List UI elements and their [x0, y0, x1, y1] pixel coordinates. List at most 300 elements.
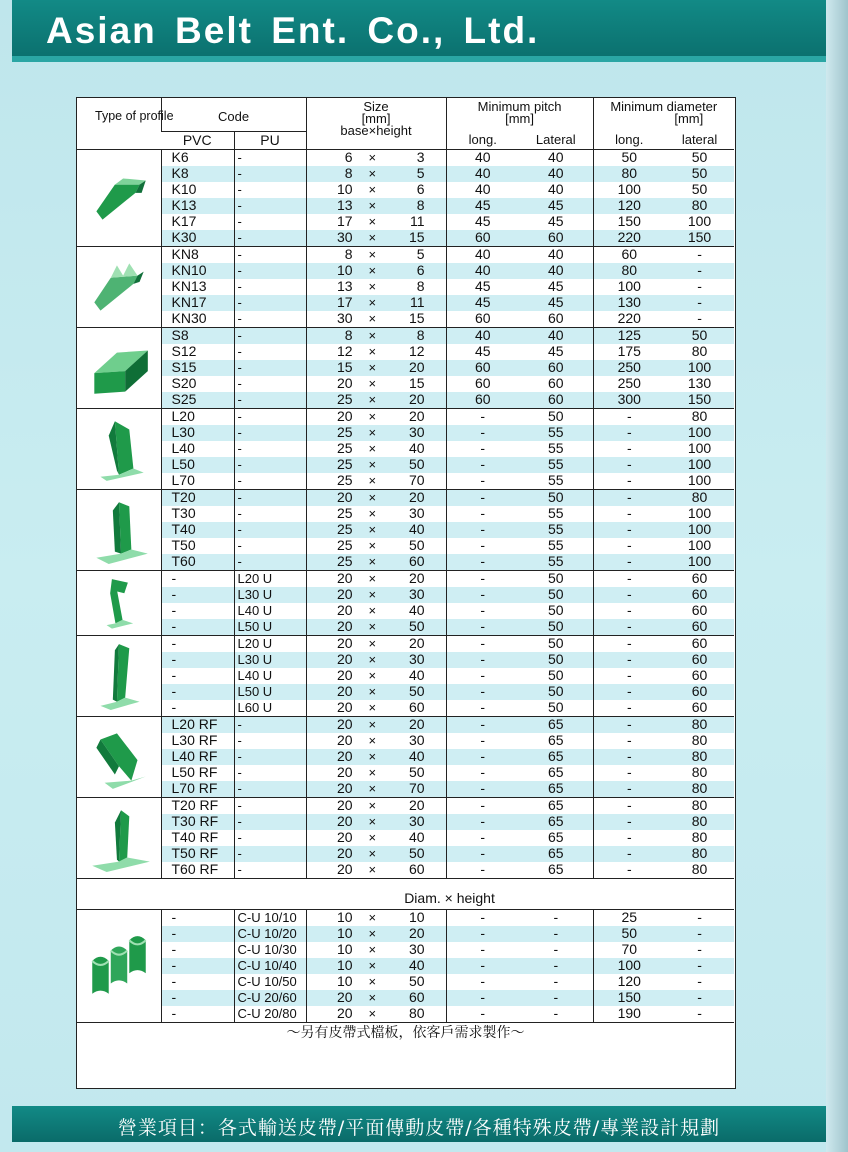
pitch-long: - — [446, 668, 519, 684]
pitch-long: - — [446, 441, 519, 457]
size-height: 20 — [408, 634, 425, 651]
times-sign: × — [368, 845, 377, 861]
diameter-long: - — [593, 797, 665, 814]
size-base: 20 — [336, 488, 353, 505]
pitch-long: - — [446, 814, 519, 830]
size-cell — [306, 344, 446, 360]
size-base: 20 — [336, 715, 353, 732]
size-cell — [306, 230, 446, 247]
pitch-lateral: 55 — [547, 472, 564, 488]
pitch-long: - — [446, 974, 519, 990]
pvc-code: K17 — [171, 213, 197, 229]
diameter-long: - — [593, 473, 665, 490]
size-base: 25 — [336, 390, 353, 407]
size-cell — [306, 263, 446, 279]
pitch-long: - — [446, 846, 519, 862]
diameter-lateral: 60 — [691, 699, 708, 715]
diameter-long: - — [593, 846, 665, 862]
pvc-code: - — [161, 570, 234, 587]
times-sign: × — [368, 635, 377, 651]
size-height: 50 — [408, 844, 425, 861]
pitch-lateral: - — [519, 926, 593, 942]
times-sign: × — [368, 861, 377, 877]
diameter-long: - — [593, 425, 665, 441]
pvc-code: - — [171, 941, 177, 957]
min-diameter-header: Minimum diameter [mm] — [593, 98, 734, 131]
pvc-code: - — [171, 699, 177, 715]
diameter-lateral: 100 — [665, 554, 734, 571]
size-height: 60 — [408, 552, 425, 569]
size-height: 30 — [408, 504, 425, 521]
pitch-long: - — [446, 587, 519, 603]
pitch-lateral: 50 — [519, 684, 593, 700]
table-row — [77, 522, 734, 538]
size-base: 17 — [336, 212, 353, 229]
pu-code: - — [234, 166, 306, 182]
times-sign: × — [368, 456, 377, 472]
times-sign: × — [368, 246, 377, 262]
diameter-long: - — [593, 635, 665, 652]
size-height: 15 — [408, 374, 425, 391]
pu-code: - — [234, 263, 306, 279]
pitch-lateral: 45 — [547, 343, 564, 359]
pitch-lateral: 65 — [547, 764, 564, 780]
pu-code: - — [234, 862, 306, 879]
table-row — [77, 441, 734, 457]
spec-table-body — [77, 149, 734, 1045]
table-row — [77, 814, 734, 830]
diameter-lateral: 80 — [665, 408, 734, 425]
pvc-code: - — [161, 909, 234, 926]
pu-code: C-U 10/50 — [234, 974, 306, 990]
table-row — [77, 457, 734, 473]
table-row — [77, 554, 734, 571]
diameter-long: 150 — [593, 214, 665, 230]
pitch-lateral: 60 — [519, 392, 593, 409]
size-height: 80 — [408, 1004, 425, 1021]
times-sign: × — [368, 327, 377, 343]
pitch-long: - — [446, 942, 519, 958]
pitch-lateral: 55 — [547, 440, 564, 456]
pvc-code: L70 RF — [161, 781, 234, 798]
pitch-lateral: 40 — [547, 181, 564, 197]
diameter-lateral: 60 — [665, 587, 734, 603]
size-cell — [306, 457, 446, 473]
pu-code: - — [234, 522, 306, 538]
diameter-long: 70 — [593, 942, 665, 958]
size-cell — [306, 862, 446, 879]
pu-code: - — [234, 538, 306, 554]
pu-code: - — [234, 214, 306, 230]
size-header: Size [mm] base×height — [306, 98, 446, 149]
size-cell — [306, 149, 446, 166]
table-row — [77, 926, 734, 942]
pitch-lateral: 65 — [519, 797, 593, 814]
size-cell — [306, 246, 446, 263]
diameter-lateral: 50 — [665, 166, 734, 182]
times-sign: × — [368, 359, 377, 375]
pitch-lateral: 45 — [547, 213, 564, 229]
table-row — [77, 603, 734, 619]
pitch-long: - — [446, 765, 519, 781]
size-base: 25 — [336, 536, 353, 553]
diameter-long: 250 — [593, 360, 665, 376]
size-base: 6 — [344, 148, 353, 165]
diameter-lateral: 80 — [665, 716, 734, 733]
size-cell — [306, 506, 446, 522]
diameter-lateral: 80 — [691, 343, 708, 359]
pvc-code: T30 RF — [161, 814, 234, 830]
min-pitch-header: Minimum pitch [mm] — [446, 98, 593, 131]
pvc-code: - — [171, 1005, 177, 1021]
diameter-long: - — [593, 457, 665, 473]
size-base: 30 — [336, 309, 353, 326]
pitch-long: 40 — [446, 182, 519, 198]
pitch-lateral: 60 — [547, 375, 564, 391]
times-sign: × — [368, 683, 377, 699]
pvc-code: KN30 — [171, 310, 207, 326]
size-base: 20 — [336, 796, 353, 813]
size-cell — [306, 830, 446, 846]
pitch-long: - — [446, 1006, 519, 1023]
diameter-lateral: 60 — [665, 619, 734, 636]
size-cell — [306, 749, 446, 765]
pu-code: - — [234, 279, 306, 295]
table-row — [77, 166, 734, 182]
footer-bar — [12, 1106, 826, 1142]
diameter-lateral: - — [665, 926, 734, 942]
diameter-long: 130 — [593, 295, 665, 311]
pu-code: - — [234, 344, 306, 360]
diam-height-label: Diam. × height — [404, 889, 495, 906]
square-profile-icon — [84, 332, 154, 404]
table-row — [77, 1006, 734, 1023]
table-row — [77, 570, 734, 587]
diameter-lateral: 100 — [665, 360, 734, 376]
diameter-long: - — [593, 570, 665, 587]
pitch-lateral: 45 — [547, 278, 564, 294]
times-sign: × — [368, 925, 377, 941]
size-base: 30 — [336, 228, 353, 245]
table-row — [77, 327, 734, 344]
pitch-lateral: 55 — [519, 425, 593, 441]
pitch-long: 45 — [446, 279, 519, 295]
pu-code: - — [234, 327, 306, 344]
diameter-long: - — [593, 538, 665, 554]
times-sign: × — [368, 375, 377, 391]
pitch-long: - — [446, 489, 519, 506]
diameter-long: 50 — [593, 149, 665, 166]
size-base: 20 — [336, 650, 353, 667]
pu-code: - — [234, 765, 306, 781]
size-cell — [306, 570, 446, 587]
pitch-lateral: - — [553, 973, 559, 989]
table-row — [77, 473, 734, 490]
times-sign: × — [368, 537, 377, 553]
pu-code: - — [234, 457, 306, 473]
profile-cell — [77, 327, 161, 408]
diameter-long: - — [593, 522, 665, 538]
diameter-lateral: 60 — [665, 684, 734, 700]
size-cell — [306, 425, 446, 441]
pitch-lateral: - — [519, 958, 593, 974]
size-base: 20 — [336, 779, 353, 796]
pvc-code: T20 — [161, 489, 234, 506]
profile-cell — [77, 909, 161, 1022]
pitch-long: 45 — [446, 295, 519, 311]
pu-code: - — [234, 749, 306, 765]
pu-code: - — [234, 360, 306, 376]
diameter-long: 80 — [593, 263, 665, 279]
size-height: 60 — [408, 698, 425, 715]
pvc-code: L50 — [161, 457, 234, 473]
table-row — [77, 942, 734, 958]
pvc-code: K6 — [161, 149, 234, 166]
table-row — [77, 425, 734, 441]
pu-code: L20 U — [234, 635, 306, 652]
diameter-long: - — [593, 700, 665, 717]
times-sign: × — [368, 748, 377, 764]
table-row — [77, 587, 734, 603]
pu-code: - — [234, 716, 306, 733]
pitch-long: - — [446, 909, 519, 926]
size-base: 20 — [336, 601, 353, 618]
table-row — [77, 246, 734, 263]
profile-cell — [77, 635, 161, 716]
diameter-lateral: - — [697, 941, 702, 957]
diameter-lateral: - — [665, 909, 734, 926]
size-cell — [306, 814, 446, 830]
business-scope-text: 營業項目：各式輸送皮帶/平面傳動皮帶/各種特殊皮帶/專業設計規劃 — [117, 1117, 721, 1139]
company-name: Asian Belt Ent. Co., Ltd. — [46, 10, 540, 51]
pvc-code: T50 RF — [161, 846, 234, 862]
times-sign: × — [368, 149, 377, 165]
size-height: 6 — [416, 261, 425, 278]
times-sign: × — [368, 521, 377, 537]
diameter-lateral: 100 — [687, 440, 712, 456]
pitch-lateral: - — [553, 1005, 559, 1021]
size-cell — [306, 392, 446, 409]
diameter-lateral: 80 — [691, 732, 708, 748]
pvc-code: L30 RF — [171, 732, 218, 748]
diameter-long: - — [593, 765, 665, 781]
diameter-long: 100 — [593, 958, 665, 974]
pitch-long: 60 — [446, 311, 519, 328]
times-sign: × — [368, 472, 377, 488]
profile-spec-table — [77, 98, 734, 1045]
diameter-long: 220 — [593, 311, 665, 328]
pu-code: - — [234, 830, 306, 846]
times-sign: × — [368, 973, 377, 989]
pitch-long: - — [446, 862, 519, 879]
size-height: 3 — [416, 148, 425, 165]
pitch-lateral: 50 — [519, 635, 593, 652]
times-sign: × — [368, 278, 377, 294]
times-sign: × — [368, 505, 377, 521]
diameter-lateral: 150 — [665, 230, 734, 247]
pvc-code: - — [161, 635, 234, 652]
diameter-lateral: - — [697, 310, 702, 326]
table-row — [77, 214, 734, 230]
pu-code: - — [234, 489, 306, 506]
pvc-code: KN8 — [161, 246, 234, 263]
pvc-code: T60 — [161, 554, 234, 571]
size-base: 20 — [336, 747, 353, 764]
diameter-long: 125 — [593, 327, 665, 344]
pvc-code: - — [161, 652, 234, 668]
pitch-long: 45 — [446, 344, 519, 360]
diameter-lateral: 100 — [665, 457, 734, 473]
times-sign: × — [368, 213, 377, 229]
times-sign: × — [368, 813, 377, 829]
pvc-code: T60 RF — [171, 861, 219, 877]
pitch-long: 40 — [446, 149, 519, 166]
pitch-lateral: 40 — [519, 327, 593, 344]
pitch-lateral: 55 — [547, 537, 564, 553]
pitch-long: - — [446, 408, 519, 425]
diameter-lateral: 80 — [691, 829, 708, 845]
pitch-long: - — [446, 652, 519, 668]
size-height: 11 — [409, 293, 425, 310]
pu-code: - — [234, 554, 306, 571]
size-base: 8 — [344, 245, 353, 262]
diameter-long: - — [593, 668, 665, 684]
pitch-lateral: 65 — [519, 781, 593, 798]
pvc-code: L40 — [171, 440, 195, 456]
size-height: 11 — [409, 212, 425, 229]
pvc-code: - — [161, 926, 234, 942]
pitch-long: 60 — [446, 230, 519, 247]
times-sign: × — [368, 197, 377, 213]
diameter-long: - — [593, 489, 665, 506]
size-base: 20 — [336, 407, 353, 424]
size-cell — [306, 538, 446, 554]
diameter-long: 250 — [593, 376, 665, 392]
times-sign: × — [368, 618, 377, 634]
type-of-profile-header: Type of profile — [77, 98, 161, 149]
diameter-lateral: - — [697, 278, 702, 294]
size-cell — [306, 279, 446, 295]
diameter-lateral: 100 — [687, 213, 712, 229]
times-sign: × — [368, 732, 377, 748]
size-height: 40 — [408, 666, 425, 683]
l-rf-cleat-profile-icon — [84, 721, 154, 793]
pvc-code: - — [161, 619, 234, 636]
pu-code: L30 U — [234, 587, 306, 603]
pvc-code: KN17 — [161, 295, 234, 311]
pitch-lateral: - — [519, 909, 593, 926]
size-base: 8 — [344, 164, 353, 181]
times-sign: × — [368, 586, 377, 602]
size-height: 60 — [408, 860, 425, 877]
size-cell — [306, 360, 446, 376]
size-cell — [306, 846, 446, 862]
profile-cell — [77, 489, 161, 570]
table-row — [77, 619, 734, 636]
pvc-code: T20 RF — [161, 797, 234, 814]
size-height: 50 — [408, 763, 425, 780]
size-cell — [306, 635, 446, 652]
size-height: 30 — [408, 423, 425, 440]
table-row — [77, 538, 734, 554]
diameter-long: 220 — [593, 230, 665, 247]
pu-code: - — [234, 149, 306, 166]
pu-code: - — [234, 781, 306, 798]
size-cell — [306, 974, 446, 990]
size-base: 17 — [336, 293, 353, 310]
trapezoid-profile-icon — [84, 162, 154, 234]
pitch-long: 60 — [446, 392, 519, 409]
t-cleat-profile-icon — [84, 494, 154, 566]
pvc-code: KN13 — [171, 278, 207, 294]
size-height: 6 — [416, 180, 425, 197]
pu-tall-cleat-profile-icon — [84, 640, 154, 712]
size-cell — [306, 489, 446, 506]
size-height: 20 — [408, 924, 425, 941]
diameter-lateral-header: lateral — [665, 131, 734, 149]
diameter-lateral: 80 — [665, 489, 734, 506]
pitch-lateral: 60 — [519, 360, 593, 376]
table-row — [77, 684, 734, 700]
pu-code: - — [234, 311, 306, 328]
size-cell — [306, 1006, 446, 1023]
times-sign: × — [368, 989, 377, 1005]
size-height: 5 — [416, 245, 425, 262]
pitch-lateral: 50 — [547, 699, 564, 715]
size-height: 30 — [408, 650, 425, 667]
pvc-code: L20 RF — [161, 716, 234, 733]
size-height: 70 — [408, 471, 425, 488]
diameter-long: - — [593, 441, 665, 457]
table-row — [77, 376, 734, 392]
table-row — [77, 830, 734, 846]
pu-code: L40 U — [234, 668, 306, 684]
size-cell — [306, 765, 446, 781]
pu-code: L20 U — [234, 570, 306, 587]
diameter-lateral: 80 — [665, 846, 734, 862]
pu-code: L30 U — [234, 652, 306, 668]
diameter-long: - — [593, 684, 665, 700]
pitch-long: - — [446, 554, 519, 571]
pvc-code: K30 — [161, 230, 234, 247]
size-base: 25 — [336, 471, 353, 488]
size-cell — [306, 909, 446, 926]
pu-code: - — [234, 246, 306, 263]
pitch-lateral: 50 — [519, 489, 593, 506]
pu-code: - — [234, 733, 306, 749]
pitch-long: - — [446, 926, 519, 942]
diameter-lateral: 150 — [665, 392, 734, 409]
pu-code: - — [234, 230, 306, 247]
pitch-lateral: 55 — [547, 505, 564, 521]
pvc-code: K13 — [161, 198, 234, 214]
pitch-long: - — [446, 684, 519, 700]
diameter-long: 120 — [593, 974, 665, 990]
diameter-long: - — [593, 716, 665, 733]
times-sign: × — [368, 957, 377, 973]
note-row — [77, 1022, 734, 1045]
profile-cell — [77, 149, 161, 246]
size-height: 30 — [408, 585, 425, 602]
diameter-lateral: - — [665, 263, 734, 279]
header-bar — [12, 0, 826, 56]
diameter-long: - — [593, 587, 665, 603]
pitch-lateral: 65 — [547, 829, 564, 845]
pvc-code: L20 — [161, 408, 234, 425]
pitch-long: - — [446, 506, 519, 522]
diameter-lateral: 80 — [665, 781, 734, 798]
size-base: 10 — [336, 972, 353, 989]
